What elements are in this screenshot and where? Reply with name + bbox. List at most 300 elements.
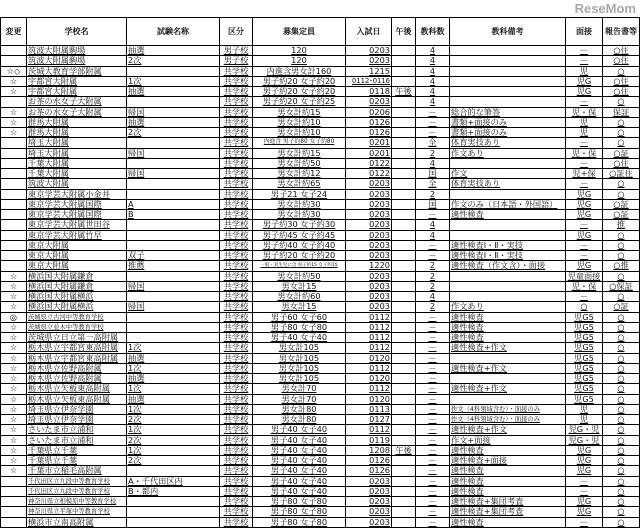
capacity-text: 一般・双生児に含 男子約15 女子約15: [260, 263, 338, 269]
cell-interview: [566, 87, 603, 97]
cell-school[interactable]: [27, 189, 127, 199]
cell-interview: [566, 220, 603, 230]
change-text: ☆: [9, 270, 18, 281]
change-text: ☆: [9, 352, 18, 363]
cell-school[interactable]: [27, 87, 127, 97]
notes-text: 適性検査: [451, 465, 484, 476]
cell-notes: [450, 271, 566, 281]
cell-school[interactable]: [27, 251, 127, 261]
subjects-text: －: [428, 362, 437, 373]
school-text: 東京学芸大附属国際: [28, 209, 102, 220]
cell-pm: [392, 456, 416, 466]
cell-report: [603, 476, 640, 486]
date-text: 0112: [369, 424, 390, 435]
cell-change: [1, 384, 27, 394]
cell-school[interactable]: [27, 169, 127, 179]
type-text: 共学校: [223, 424, 249, 435]
table-row: [1, 507, 640, 517]
exam-text: B: [128, 209, 134, 220]
cell-pm: [392, 128, 416, 138]
capacity-text: 男女計約50: [277, 157, 321, 168]
cell-subjects: [416, 394, 450, 404]
cell-subjects: [416, 517, 450, 527]
cell-subjects: [416, 302, 450, 312]
cell-pm: [392, 169, 416, 179]
cell-exam: [127, 179, 220, 189]
cell-subjects: [416, 353, 450, 363]
cell-exam: [127, 333, 220, 343]
notes-text: 作文（4科領域含む）・面接のみ: [451, 405, 541, 413]
header-type: 区分: [220, 18, 253, 46]
cell-notes: [450, 189, 566, 199]
cell-interview: [566, 230, 603, 240]
cell-pm: [392, 189, 416, 199]
cell-exam: [127, 404, 220, 414]
report-text: ○: [617, 137, 625, 148]
table-row: [1, 240, 640, 250]
cell-change: [1, 292, 27, 302]
type-text: 共学校: [223, 444, 249, 455]
cell-subjects: [416, 415, 450, 425]
subjects-text: 4: [429, 219, 436, 230]
cell-report: [603, 148, 640, 158]
cell-type: [220, 199, 253, 209]
cell-report: [603, 169, 640, 179]
exam-text: 推薦: [128, 260, 145, 271]
cell-subjects: [416, 466, 450, 476]
table-row: [1, 343, 640, 353]
table-row: [1, 158, 640, 168]
cell-school[interactable]: [27, 76, 127, 86]
cell-school[interactable]: [27, 486, 127, 496]
cell-type: [220, 240, 253, 250]
change-text: ☆: [9, 444, 18, 455]
cell-subjects: [416, 199, 450, 209]
school-text: 筑波大附属: [28, 178, 69, 189]
cell-report: [603, 281, 640, 291]
cell-date: [346, 148, 392, 158]
table-row: [1, 230, 640, 240]
cell-exam: [127, 158, 220, 168]
subjects-text: 国: [428, 198, 437, 209]
subjects-text: －: [428, 393, 437, 404]
table-row: [1, 251, 640, 261]
cell-report: [603, 199, 640, 209]
change-text: ☆: [9, 86, 18, 97]
cell-subjects: [416, 148, 450, 158]
school-text: 横浜国大附属横浜: [28, 301, 94, 312]
school-text: 東京学芸大附属小金井: [28, 188, 110, 199]
cell-exam: [127, 486, 220, 496]
cell-date: [346, 97, 392, 107]
notes-text: 作文あり: [451, 147, 484, 158]
cell-school[interactable]: [27, 148, 127, 158]
cell-notes: [450, 148, 566, 158]
notes-text: 作文あり: [451, 301, 484, 312]
cell-subjects: [416, 404, 450, 414]
notes-text: 体育実技あり: [451, 178, 501, 189]
school-text: 栃木県立矢板東高附属: [28, 383, 110, 394]
cell-interview: [566, 322, 603, 332]
cell-school[interactable]: [27, 66, 127, 76]
table-row: [1, 138, 640, 148]
cell-change: [1, 87, 27, 97]
cell-interview: [566, 435, 603, 445]
interview-text: 児: [579, 65, 589, 76]
cell-date: [346, 486, 392, 496]
cell-school[interactable]: [27, 56, 127, 66]
type-text: 男子校: [223, 55, 249, 66]
cell-school[interactable]: [27, 281, 127, 291]
cell-change: [1, 353, 27, 363]
date-text: 0203: [369, 475, 390, 486]
school-text: 千代田区立九段中等教育学校: [28, 477, 110, 485]
cell-type: [220, 476, 253, 486]
cell-capacity: [253, 374, 346, 384]
cell-school[interactable]: [27, 128, 127, 138]
notes-text: 総合的な筆答: [451, 106, 501, 117]
type-text: 共学校: [223, 321, 249, 332]
cell-school[interactable]: [27, 261, 127, 271]
report-text: ○: [617, 127, 625, 138]
interview-text: －: [579, 55, 589, 66]
capacity-text: 男女計105: [278, 373, 320, 384]
cell-interview: [566, 333, 603, 343]
cell-capacity: [253, 76, 346, 86]
cell-notes: [450, 179, 566, 189]
cell-pm: [392, 353, 416, 363]
cell-type: [220, 261, 253, 271]
report-text: ○: [617, 188, 625, 199]
cell-interview: [566, 158, 603, 168]
table-row: [1, 394, 640, 404]
cell-pm: [392, 220, 416, 230]
capacity-text: 男子80 女子80: [270, 506, 328, 517]
cell-exam: [127, 415, 220, 425]
date-text: 0126: [369, 455, 390, 466]
cell-school[interactable]: [27, 363, 127, 373]
cell-exam: [127, 189, 220, 199]
cell-change: [1, 189, 27, 199]
cell-school[interactable]: [27, 292, 127, 302]
capacity-text: 男子約20 女子約20: [262, 86, 336, 97]
cell-notes: [450, 302, 566, 312]
cell-report: [603, 353, 640, 363]
cell-school[interactable]: [27, 210, 127, 220]
cell-date: [346, 517, 392, 527]
cell-school[interactable]: [27, 158, 127, 168]
exam-text: 2次: [128, 434, 142, 445]
cell-change: [1, 220, 27, 230]
date-text: 0112: [369, 311, 390, 322]
cell-notes: [450, 169, 566, 179]
cell-school[interactable]: [27, 415, 127, 425]
capacity-text: 男女計80: [281, 403, 317, 414]
cell-report: [603, 56, 640, 66]
capacity-text: 男女計約12: [277, 168, 321, 179]
cell-report: [603, 271, 640, 281]
cell-school[interactable]: [27, 374, 127, 384]
subjects-text: －: [428, 444, 437, 455]
cell-notes: [450, 363, 566, 373]
report-text: ○住: [613, 86, 629, 97]
interview-text: －: [579, 516, 589, 527]
table-row: [1, 374, 640, 384]
cell-interview: [566, 517, 603, 527]
header-report: 報告書等: [603, 18, 640, 46]
interview-text: －: [579, 219, 589, 230]
cell-exam: [127, 302, 220, 312]
cell-pm: [392, 497, 416, 507]
cell-school[interactable]: [27, 179, 127, 189]
subjects-text: －: [428, 250, 437, 261]
cell-school[interactable]: [27, 322, 127, 332]
cell-exam: [127, 476, 220, 486]
capacity-text: 男女計15: [281, 301, 317, 312]
cell-interview: [566, 445, 603, 455]
cell-exam: [127, 240, 220, 250]
cell-capacity: [253, 66, 346, 76]
cell-type: [220, 56, 253, 66]
cell-school[interactable]: [27, 97, 127, 107]
cell-notes: [450, 507, 566, 517]
cell-school[interactable]: [27, 353, 127, 363]
cell-capacity: [253, 240, 346, 250]
cell-exam: [127, 107, 220, 117]
cell-capacity: [253, 343, 346, 353]
date-text: 0113: [369, 403, 390, 414]
cell-school[interactable]: [27, 425, 127, 435]
cell-school[interactable]: [27, 343, 127, 353]
date-text: 0201: [369, 137, 390, 148]
report-text: ○: [617, 465, 625, 476]
cell-school[interactable]: [27, 107, 127, 117]
exam-text: 2次: [128, 127, 142, 138]
cell-capacity: [253, 292, 346, 302]
capacity-text: 男子約20 女子約20: [262, 75, 336, 86]
cell-pm: [392, 251, 416, 261]
interview-text: 児G5: [574, 321, 594, 332]
school-text: 栃木県立佐野高附属: [28, 362, 102, 373]
cell-change: [1, 374, 27, 384]
notes-text: 適性検査Ⅰ・Ⅱ・実技: [451, 250, 523, 261]
interview-text: 児G: [576, 229, 592, 240]
school-text: 千葉県立千葉: [28, 444, 78, 455]
school-text: 群馬大附属: [28, 116, 69, 127]
cell-notes: [450, 76, 566, 86]
capacity-text: 男子40 女子40: [270, 434, 328, 445]
exam-text: 1次: [128, 75, 142, 86]
cell-school[interactable]: [27, 220, 127, 230]
cell-type: [220, 302, 253, 312]
cell-date: [346, 507, 392, 517]
date-text: 1215: [369, 65, 390, 76]
cell-subjects: [416, 374, 450, 384]
cell-school[interactable]: [27, 271, 127, 281]
date-text: 0127: [369, 414, 390, 425]
cell-type: [220, 333, 253, 343]
cell-report: [603, 384, 640, 394]
school-text: 茨城県立並木中等教育学校: [28, 323, 104, 331]
cell-school[interactable]: [27, 312, 127, 322]
report-text: ○: [617, 373, 625, 384]
date-text: 0203: [369, 250, 390, 261]
cell-school[interactable]: [27, 435, 127, 445]
interview-text: 児G: [576, 86, 592, 97]
cell-subjects: [416, 97, 450, 107]
cell-notes: [450, 394, 566, 404]
cell-exam: [127, 374, 220, 384]
cell-exam: [127, 169, 220, 179]
cell-pm: [392, 302, 416, 312]
type-text: 共学校: [223, 496, 249, 507]
cell-school[interactable]: [27, 517, 127, 527]
exam-text: 抽選: [128, 393, 145, 404]
school-text: 千葉大附属: [28, 168, 69, 179]
table-row: [1, 107, 640, 117]
report-text: ○: [617, 178, 625, 189]
cell-type: [220, 66, 253, 76]
cell-type: [220, 415, 253, 425]
report-text: ○: [617, 434, 625, 445]
interview-text: 児G・児: [568, 424, 600, 435]
date-text: 0203: [369, 291, 390, 302]
cell-school[interactable]: [27, 445, 127, 455]
type-text: 男子校: [223, 45, 249, 56]
cell-school[interactable]: [27, 497, 127, 507]
exam-text: 抽選: [128, 373, 145, 384]
cell-capacity: [253, 435, 346, 445]
school-text: 埼玉県立伊奈学園: [28, 414, 94, 425]
cell-interview: [566, 199, 603, 209]
cell-interview: [566, 486, 603, 496]
cell-type: [220, 456, 253, 466]
cell-change: [1, 251, 27, 261]
subjects-text: 4: [429, 65, 436, 76]
type-text: 共学校: [223, 137, 249, 148]
school-text: 栃木県立佐野高附属: [28, 373, 102, 384]
subjects-text: 全: [428, 137, 437, 148]
report-text: ○: [617, 239, 625, 250]
cell-school[interactable]: [27, 117, 127, 127]
cell-subjects: [416, 435, 450, 445]
cell-change: [1, 230, 27, 240]
cell-school[interactable]: [27, 394, 127, 404]
cell-subjects: [416, 46, 450, 56]
cell-interview: [566, 466, 603, 476]
cell-pm: [392, 507, 416, 517]
interview-text: 児G: [576, 260, 592, 271]
cell-type: [220, 158, 253, 168]
report-text: ○: [617, 444, 625, 455]
subjects-text: －: [428, 434, 437, 445]
cell-report: [603, 66, 640, 76]
notes-text: 適性検査+作文: [451, 383, 507, 394]
type-text: 共学校: [223, 250, 249, 261]
cell-school[interactable]: [27, 507, 127, 517]
cell-report: [603, 343, 640, 353]
cell-school[interactable]: [27, 404, 127, 414]
school-text: 千葉市立稲毛高附属: [28, 465, 102, 476]
interview-text: －: [579, 157, 589, 168]
cell-change: [1, 148, 27, 158]
subjects-text: 4: [429, 75, 436, 86]
cell-school[interactable]: [27, 333, 127, 343]
cell-capacity: [253, 497, 346, 507]
cell-report: [603, 251, 640, 261]
capacity-text: 男女計105: [278, 342, 320, 353]
interview-text: 児G5: [574, 352, 594, 363]
capacity-text: 男女計80: [281, 414, 317, 425]
cell-report: [603, 128, 640, 138]
table-row: [1, 476, 640, 486]
change-text: ☆: [9, 373, 18, 384]
cell-pm: [392, 107, 416, 117]
type-text: 共学校: [223, 198, 249, 209]
capacity-text: 男子40 女子40: [270, 455, 328, 466]
cell-school[interactable]: [27, 384, 127, 394]
cell-capacity: [253, 199, 346, 209]
cell-notes: [450, 281, 566, 291]
cell-school[interactable]: [27, 230, 127, 240]
report-text: ○: [617, 485, 625, 496]
cell-school[interactable]: [27, 240, 127, 250]
report-text: ○: [617, 65, 625, 76]
cell-school[interactable]: [27, 138, 127, 148]
interview-text: 児・保: [571, 106, 597, 117]
cell-pm: [392, 435, 416, 445]
cell-school[interactable]: [27, 46, 127, 56]
cell-capacity: [253, 517, 346, 527]
cell-pm: [392, 138, 416, 148]
cell-date: [346, 56, 392, 66]
table-row: [1, 517, 640, 527]
cell-date: [346, 128, 392, 138]
cell-type: [220, 292, 253, 302]
cell-school[interactable]: [27, 302, 127, 312]
cell-school[interactable]: [27, 456, 127, 466]
cell-pm: [392, 261, 416, 271]
cell-date: [346, 179, 392, 189]
cell-pm: [392, 199, 416, 209]
cell-exam: [127, 497, 220, 507]
cell-capacity: [253, 46, 346, 56]
cell-exam: [127, 425, 220, 435]
change-text: ☆: [9, 342, 18, 353]
capacity-text: 男女計約30: [277, 198, 321, 209]
cell-report: [603, 497, 640, 507]
cell-report: [603, 240, 640, 250]
subjects-text: 国: [428, 168, 437, 179]
cell-school[interactable]: [27, 476, 127, 486]
capacity-text: 男子40 女子40: [270, 332, 328, 343]
cell-change: [1, 322, 27, 332]
cell-type: [220, 394, 253, 404]
date-text: 0201: [369, 147, 390, 158]
cell-type: [220, 322, 253, 332]
header-exam: 試験名称: [127, 18, 220, 46]
interview-text: －: [579, 250, 589, 261]
type-text: 共学校: [223, 219, 249, 230]
school-text: 茨城県立日立第一高附属: [28, 332, 119, 343]
type-text: 共学校: [223, 280, 249, 291]
cell-school[interactable]: [27, 466, 127, 476]
notes-text: 体育実技あり: [451, 137, 501, 148]
cell-school[interactable]: [27, 199, 127, 209]
header-school: 学校名: [27, 18, 127, 46]
cell-capacity: [253, 220, 346, 230]
capacity-text: 内進含 男子約80 女子約80: [263, 139, 335, 146]
